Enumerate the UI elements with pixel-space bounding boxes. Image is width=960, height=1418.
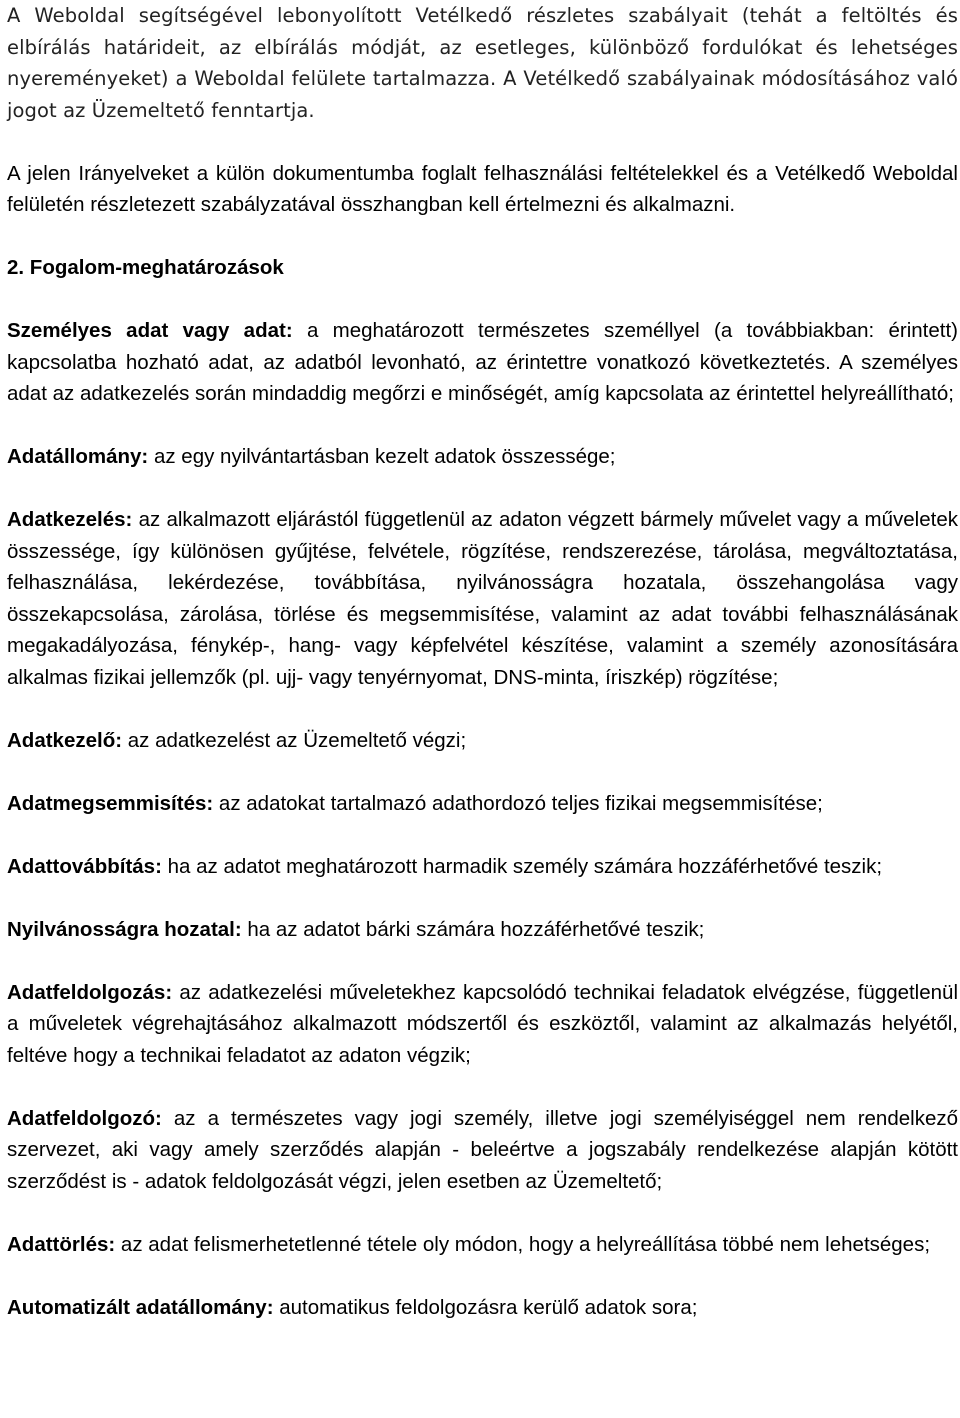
definition-text: az adatokat tartalmazó adathordozó teljes fizikai megsemmisítése; <box>213 791 823 815</box>
definition-personal-data <box>7 315 958 410</box>
definition-text: automatikus feldolgozásra kerülő adatok sora; <box>273 1295 698 1319</box>
spacer <box>7 1260 958 1292</box>
spacer <box>7 410 958 442</box>
definition-destruction <box>7 788 958 820</box>
spacer <box>7 221 958 253</box>
spacer <box>7 1071 958 1103</box>
definition-term: Automatizált adatállomány: <box>7 1295 274 1319</box>
spacer <box>7 284 958 316</box>
spacer <box>7 882 958 914</box>
spacer <box>7 756 958 788</box>
document-page <box>7 0 958 1323</box>
spacer <box>7 945 958 977</box>
definition-text: a meghatározott természetes személlyel (a továbbiakban: érintett) kapcsolatba hozható adat, az adatból levonható, az érintettre vonatkozó következtetés. A személyes adat az adatkezelés során mindaddig megőrzi e minőségét, amíg kapcsolata az érintettel helyreállítható; <box>7 319 958 405</box>
definition-controller <box>7 725 958 757</box>
definition-text: az adatkezelési műveletekhez kapcsolódó technikai feladatok elvégzése, függetlenül a műveletek végrehajtásához alkalmazott módszertől és eszköztől, valamint az alkalmazás helyétől, feltéve hogy a technikai feladatot az adaton végzik; <box>7 980 958 1067</box>
intro-paragraph: A Weboldal segítségével lebonyolított Vetélkedő részletes szabályait (tehát a feltöltés és elbírálás határideit, az elbírálás módját, az esetleges, különböző fordulókat és lehetséges nyereményeket) a Weboldal felülete tartalmazza. A Vetélkedő szabályainak módosításához való jogot az Üzemeltető fenntartja. <box>7 4 958 122</box>
definition-technical-processing <box>7 977 958 1072</box>
definition-automated-dataset <box>7 1292 958 1324</box>
spacer <box>7 473 958 505</box>
spacer <box>7 819 958 851</box>
definition-erasure <box>7 1229 958 1261</box>
definition-text: ha az adatot meghatározott harmadik személy számára hozzáférhetővé teszik; <box>161 854 883 878</box>
definition-text: az a természetes vagy jogi személy, illetve jogi személyiséggel nem rendelkező szervezet, aki vagy amely szerződés alapján - beleértve a jogszabály rendelkezése alapján kötött szerződést is - adatok feldolgozását végzi, jelen esetben az Üzemeltető; <box>7 1106 958 1193</box>
definition-term: Nyilvánosságra hozatal: <box>7 917 242 941</box>
section-heading: 2. Fogalom-meghatározások <box>7 256 284 279</box>
definition-term: Adatmegsemmisítés: <box>7 791 214 815</box>
spacer <box>7 1197 958 1229</box>
definition-disclosure <box>7 914 958 946</box>
definition-data-processing <box>7 504 958 693</box>
definition-term: Személyes adat vagy adat: <box>7 319 293 342</box>
definition-term: Adatállomány: <box>7 445 149 468</box>
spacer <box>7 693 958 725</box>
definition-term: Adatfeldolgozás: <box>7 980 173 1004</box>
definition-text: az adat felismerhetetlenné tétele oly módon, hogy a helyreállítása többé nem lehetséges; <box>115 1232 931 1256</box>
definition-text: az alkalmazott eljárástól függetlenül az adaton végzett bármely művelet vagy a műveletek összessége, így különösen gyűjtése, felvétele, rögzítése, rendszerezése, tárolása, megváltoztatása, felhasználása, lekérdezése, továbbítása, nyilvánosságra hozatala, összehangolása vagy összekapcsolása, zárolása, törlése és megsemmisítése, valamint az adat további felhasználásának megakadályozása, fénykép-, hang- vagy képfelvétel készítése, valamint a személy azonosítására alkalmas fizikai jellemzők (pl. ujj- vagy tenyérnyomat, DNS-minta, íriszkép) rögzítése; <box>7 508 958 689</box>
definition-text: az egy nyilvántartásban kezelt adatok összessége; <box>148 445 616 468</box>
definition-text: az adatkezelést az Üzemeltető végzi; <box>122 728 467 752</box>
definition-term: Adatfeldolgozó: <box>7 1106 162 1130</box>
definition-processor <box>7 1103 958 1198</box>
definition-dataset <box>7 441 958 473</box>
definition-transfer <box>7 851 958 883</box>
guidelines-paragraph: A jelen Irányelveket a külön dokumentumba foglalt felhasználási feltételekkel és a Vetélkedő Weboldal felületén részletezett szabályzatával összhangban kell értelmezni és alkalmazni. <box>7 161 958 216</box>
definition-text: ha az adatot bárki számára hozzáférhetővé teszik; <box>241 917 705 941</box>
definition-term: Adattörlés: <box>7 1232 116 1256</box>
definition-term: Adatkezelő: <box>7 728 123 752</box>
spacer <box>7 126 958 158</box>
definition-term: Adatkezelés: <box>7 508 133 531</box>
definition-term: Adattovábbítás: <box>7 854 162 878</box>
